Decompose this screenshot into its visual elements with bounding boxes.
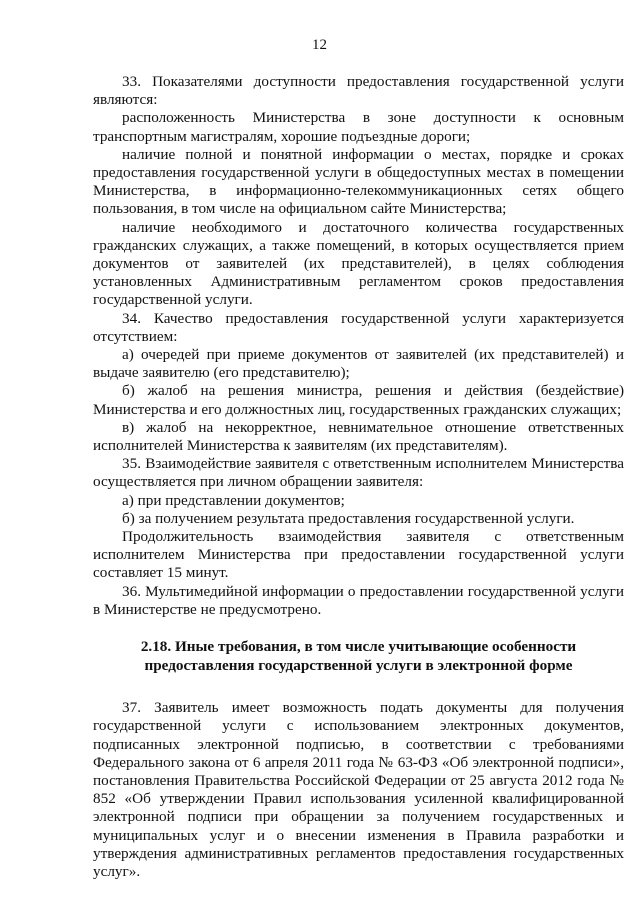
paragraph-34-c: в) жалоб на некорректное, невнимательное отношение ответственных исполнителей Министерства к заявителям (их представителям). bbox=[93, 418, 624, 455]
paragraph-35-intro: 35. Взаимодействие заявителя с ответственным исполнителем Министерства осуществляется при личном обращении заявителя: bbox=[93, 455, 624, 491]
paragraph-34-intro: 34. Качество предоставления государственной услуги характеризуется отсутствием: bbox=[93, 309, 624, 345]
paragraph-37: 37. Заявитель имеет возможность подать документы для получения государственной услуги с использованием электронных документов, подписанных электронной подписью, в соответствии с требованиями Федерального закона от 6 апреля 2011 года № 63-ФЗ «Об электронной подписи», постановления Правительства Российской Федерации от 25 августа 2012 года № 852 «Об утверждении Правил использования усиленной квалифицированной электронной подписи при обращении за получением государственных и муниципальных услуг и о внесении изменения в Правила разработки и утверждения административных регламентов предоставления государственных услуг». bbox=[93, 699, 624, 880]
paragraph-34-b: б) жалоб на решения министра, решения и действия (бездействие) Министерства и его должностных лиц, государственных гражданских служащих; bbox=[93, 382, 624, 418]
paragraph-duration: Продолжительность взаимодействия заявителя с ответственным исполнителем Министерства при предоставлении государственной услуги составляет 15 минут. bbox=[93, 528, 624, 582]
paragraph-34-a: а) очередей при приеме документов от заявителей (их представителей) и выдаче заявителю (его представителю); bbox=[93, 346, 624, 382]
section-heading-line-2: предоставления государственной услуги в электронной форме bbox=[144, 657, 573, 675]
section-heading bbox=[93, 637, 624, 675]
paragraph-location: расположенность Министерства в зоне доступности к основным транспортным магистралям, хорошие подъездные дороги; bbox=[93, 109, 624, 145]
paragraph-staff: наличие необходимого и достаточного количества государственных гражданских служащих, а также помещений, в которых осуществляется прием документов от заявителей (их представителей), в целях соблюдения установленных Административным регламентом сроков предоставления государственной услуги. bbox=[93, 218, 624, 309]
page-number: 12 bbox=[312, 37, 327, 53]
paragraph-35-b: б) за получением результата предоставления государственной услуги. bbox=[122, 509, 575, 527]
section-heading-line-1: 2.18. Иные требования, в том числе учитывающие особенности bbox=[140, 638, 577, 656]
paragraph-36: 36. Мультимедийной информации о предоставлении государственной услуги в Министерстве не предусмотрено. bbox=[93, 582, 624, 618]
paragraph-information: наличие полной и понятной информации о местах, порядке и сроках предоставления государственной услуги в общедоступных местах в помещении Министерства, в информационно-телекоммуникационных сетях общего пользования, в том числе на официальном сайте Министерства; bbox=[93, 145, 624, 218]
paragraph-35-a: а) при представлении документов; bbox=[122, 491, 345, 509]
paragraph-33-intro: 33. Показателями доступности предоставления государственной услуги являются: bbox=[93, 73, 624, 109]
document-body bbox=[93, 73, 624, 881]
